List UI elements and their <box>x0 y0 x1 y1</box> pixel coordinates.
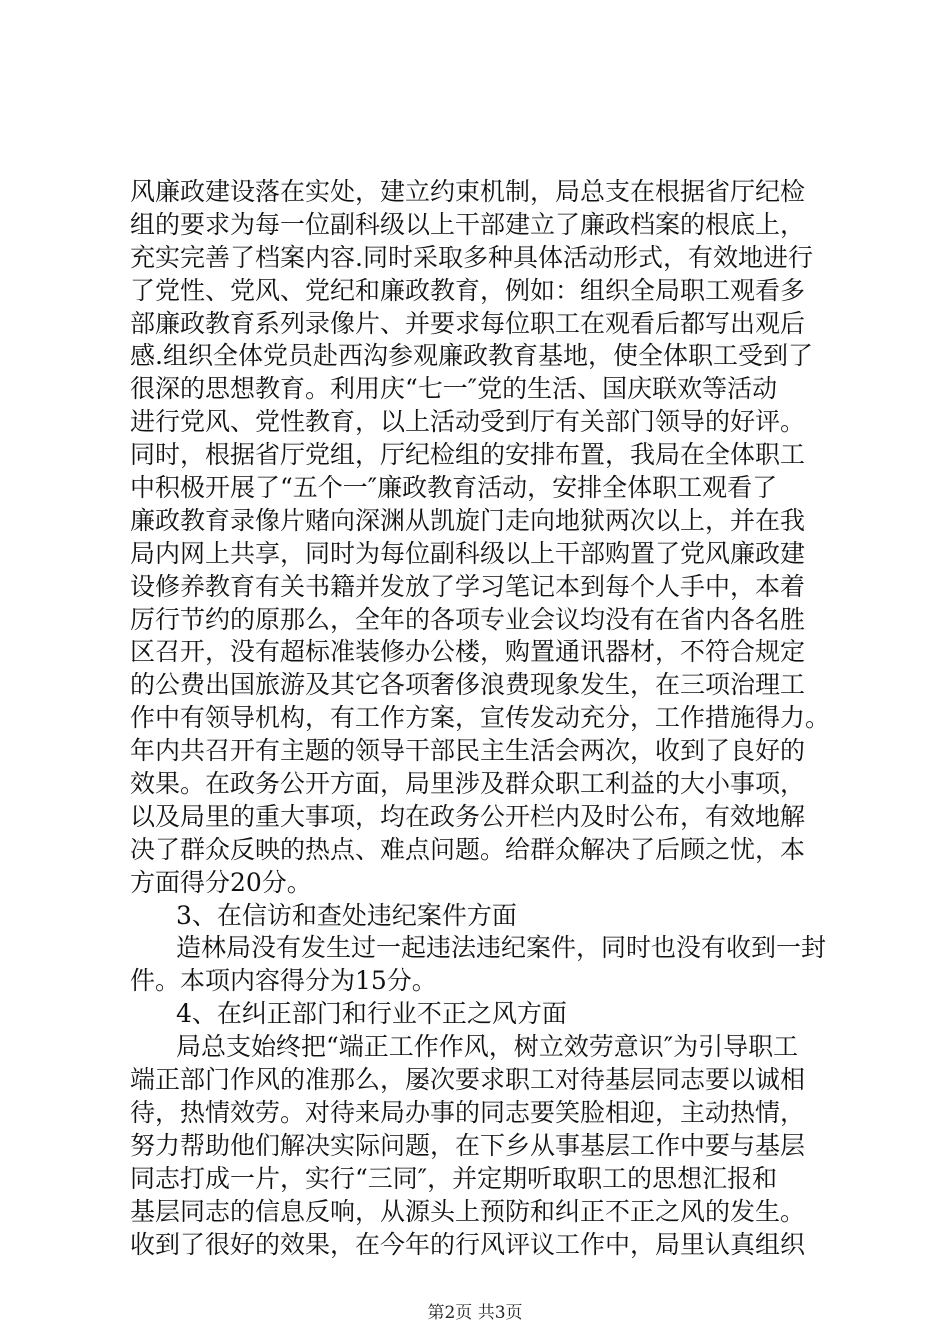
text-line: 努力帮助他们解决实际问题，在下乡从事基层工作中要与基层 <box>130 1130 806 1160</box>
text-line: 局内网上共享，同时为每位副科级以上干部购置了党风廉政建 <box>130 538 806 568</box>
document-body <box>130 176 842 1261</box>
text-line: 中积极开展了“五个一″廉政教育活动，安排全体职工观看了 <box>130 473 778 503</box>
text-line: 风廉政建设落在实处，建立约束机制，局总支在根据省厅纪检 <box>130 177 806 206</box>
text-line: 组的要求为每一位副科级以上干部建立了廉政档案的根底上， <box>130 209 806 239</box>
text-line: 件。本项内容得分为15分。 <box>130 966 437 996</box>
text-line: 端正部门作风的准那么，屡次要求职工对待基层同志要以诚相 <box>130 1065 806 1095</box>
text-line: 廉政教育录像片赌向深渊从凯旋门走向地狱两次以上，并在我 <box>130 505 806 535</box>
text-line: 进行党风、党性教育，以上活动受到厅有关部门领导的好评。 <box>130 407 806 437</box>
text-line: 设修养教育有关书籍并发放了学习笔记本到每个人手中，本着 <box>130 571 806 601</box>
text-line: 同志打成一片，实行“三同″，并定期听取职工的思想汇报和 <box>130 1163 778 1193</box>
text-line: 造林局没有发生过一起违法违纪案件，同时也没有收到一封 <box>176 933 827 963</box>
text-line: 基层同志的信息反响，从源头上预防和纠正不正之风的发生。 <box>130 1196 806 1226</box>
text-line: 同时，根据省厅党组，厅纪检组的安排布置，我局在全体职工 <box>130 440 806 470</box>
page-footer: 第2页 共3页 <box>427 1303 523 1323</box>
text-line: 待，热情效劳。对待来局办事的同志要笑脸相迎，主动热情， <box>130 1097 806 1127</box>
text-line: 了党性、党风、党纪和廉政教育，例如：组织全局职工观看多 <box>130 275 806 305</box>
text-line: 决了群众反映的热点、难点问题。给群众解决了后顾之忧，本 <box>130 834 806 864</box>
text-line: 充实完善了档案内容.同时采取多种具体活动形式，有效地进行 <box>130 242 813 272</box>
text-line: 收到了很好的效果，在今年的行风评议工作中，局里认真组织 <box>130 1229 806 1259</box>
text-line: 效果。在政务公开方面，局里涉及群众职工利益的大小事项， <box>130 769 806 799</box>
text-line: 年内共召开有主题的领导干部民主生活会两次，收到了良好的 <box>130 736 806 766</box>
text-line: 感.组织全体党员赴西沟参观廉政教育基地，使全体职工受到了 <box>130 341 813 371</box>
text-line: 局总支始终把“端正工作作风，树立效劳意识″为引导职工 <box>176 1032 799 1062</box>
text-line: 厉行节约的原那么，全年的各项专业会议均没有在省内各名胜 <box>130 604 806 634</box>
text-line: 区召开，没有超标准装修办公楼，购置通讯器材，不符合规定 <box>130 637 806 667</box>
section-heading: 3、在信访和查处违纪案件方面 <box>176 900 517 930</box>
text-line: 部廉政教育系列录像片、并要求每位职工在观看后都写出观后 <box>130 308 806 338</box>
section-heading: 4、在纠正部门和行业不正之风方面 <box>176 999 567 1029</box>
text-line: 很深的思想教育。利用庆“七一″党的生活、国庆联欢等活动 <box>130 374 778 404</box>
text-line: 方面得分20分。 <box>130 867 312 897</box>
text-line: 以及局里的重大事项，均在政务公开栏内及时公布，有效地解 <box>130 801 806 831</box>
text-line: 作中有领导机构，有工作方案，宣传发动充分，工作措施得力。 <box>130 703 831 733</box>
text-line: 的公费出国旅游及其它各项奢侈浪费现象发生，在三项治理工 <box>130 670 806 700</box>
